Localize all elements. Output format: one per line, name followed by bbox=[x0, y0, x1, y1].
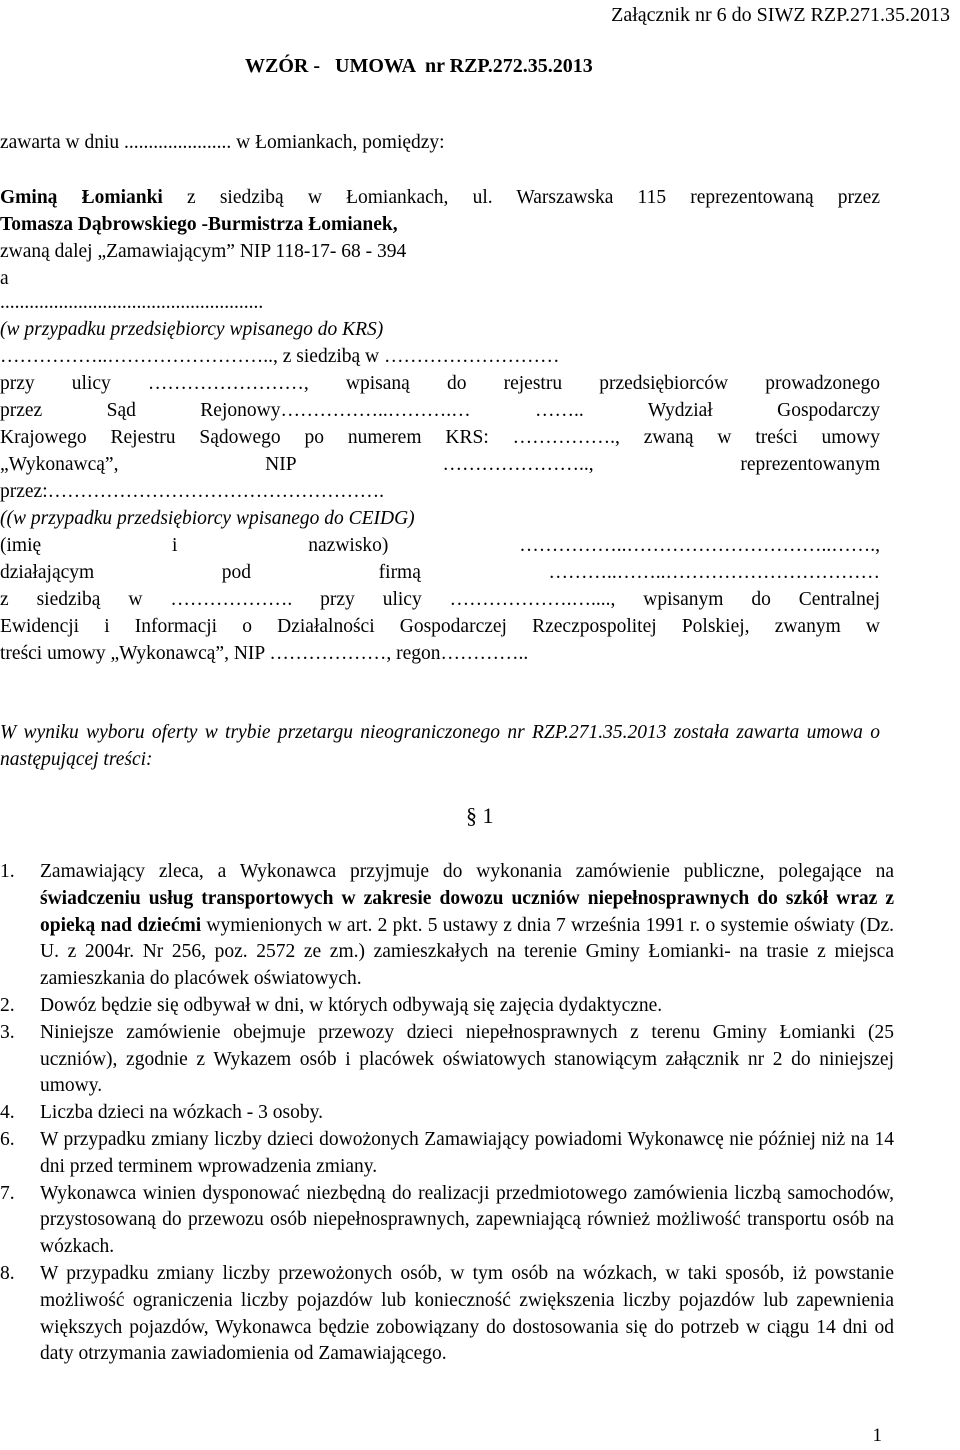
item-bold-text: świadczeniu usług transportowych w zakresie dowozu uczniów niepełnosprawnych do szkół wraz z opieką nad dziećmi bbox=[40, 887, 894, 936]
list-item bbox=[0, 1100, 894, 1127]
item-number: 4. bbox=[0, 1102, 15, 1124]
krs-line-4: Krajowego Rejestru Sądowego po numerem KRS: ……………., zwaną w treści umowy bbox=[0, 427, 880, 448]
krs-line-2: przy ulicy ……………………, wpisaną do rejestru przedsiębiorców prowadzonego bbox=[0, 373, 880, 394]
list-item bbox=[0, 859, 894, 993]
item-number: 6. bbox=[0, 1128, 15, 1150]
krs-line-1: ……………..…………………….., z siedzibą w ……………………… bbox=[0, 346, 560, 367]
list-item bbox=[0, 993, 894, 1020]
result-paragraph: W wyniku wyboru oferty w trybie przetargu nieograniczonego nr RZP.271.35.2013 została zawarta umowa o następującej treści: bbox=[0, 722, 880, 770]
item-text: W przypadku zmiany liczby przewożonych osób, w tym osób na wózkach, w taki sposób, iż powstanie możliwość ograniczenia liczby pojazdów lub konieczność zwiększenia liczby pojazdów lub zapewnienia większych pojazdów, Wykonawca będzie zobowiązany do dostosowania się do potrzeb w ciągu 14 dni od daty otrzymania zawiadomienia od Zamawiającego. bbox=[40, 1262, 894, 1365]
item-number: 3. bbox=[0, 1021, 15, 1043]
ceidg-line-1: (imię i nazwisko) ……………..…………………………..……., bbox=[0, 535, 880, 556]
mayor-line: Tomasza Dąbrowskiego -Burmistrza Łomianek, bbox=[0, 214, 398, 235]
list-item bbox=[0, 1020, 894, 1100]
ceidg-line-3: z siedzibą w ………………. przy ulicy ……………….…...., wpisanym do Centralnej bbox=[0, 589, 880, 610]
intro-line: zawarta w dniu ...................... w Łomiankach, pomiędzy: bbox=[0, 132, 445, 153]
item-text: Zamawiający zleca, a Wykonawca przyjmuje do wykonania zamówienie publiczne, polegające na świadczeniu usług transportowych w zakresie dowozu uczniów niepełnosprawnych do szkół wraz z opieką nad dziećmi wymienionych w art. 2 pkt. 5 ustawy z dnia 7 września 1991 r. o systemie oświaty (Dz. U. z 2004r. Nr 256, poz. 2572 ze zm.) zamieszkałych na terenie Gminy Łomianki- na trasie z miejsca zamieszkania do placówek oświatowych. bbox=[40, 861, 895, 990]
ceidg-line-5: treści umowy „Wykonawcą”, NIP ………………, regon………….. bbox=[0, 643, 529, 664]
item-number: 2. bbox=[0, 994, 15, 1016]
contract-title: WZÓR - UMOWA nr RZP.272.35.2013 bbox=[245, 55, 593, 77]
krs-line-6: przez:……………………………………………. bbox=[0, 481, 385, 502]
list-item bbox=[0, 1181, 894, 1261]
ceidg-line-4: Ewidencji i Informacji o Działalności Gospodarczej Rzeczpospolitej Polskiej, zwanym w bbox=[0, 616, 880, 637]
item-number: 8. bbox=[0, 1262, 15, 1284]
ceidg-note: ((w przypadku przedsiębiorcy wpisanego do CEIDG) bbox=[0, 508, 415, 529]
item-number: 1. bbox=[0, 861, 15, 882]
krs-note: (w przypadku przedsiębiorcy wpisanego do KRS) bbox=[0, 319, 384, 340]
zamawiajacy-line: zwaną dalej „Zamawiającym” NIP 118-17- 68 - 394 bbox=[0, 241, 407, 262]
item-number: 7. bbox=[0, 1182, 15, 1204]
item-text: Wykonawca winien dysponować niezbędną do realizacji przedmiotowego zamówienia liczbą samochodów, przystosowaną do przewozu osób niepełnosprawnych, zapewniającą również możliwość transportu osób na wózkach. bbox=[40, 1182, 894, 1258]
a-line: a bbox=[0, 268, 9, 289]
contract-items bbox=[0, 859, 894, 1368]
ceidg-line-2: działającym pod firmą ………..……..…………………………… bbox=[0, 562, 880, 583]
list-item bbox=[0, 1261, 894, 1368]
gmina-address: z siedzibą w Łomiankach, ul. Warszawska 115 reprezentowaną przez bbox=[162, 187, 880, 208]
gmina-line bbox=[0, 185, 880, 212]
dots-line: ...................................................... bbox=[0, 292, 264, 313]
item-text: Niniejsze zamówienie obejmuje przewozy dzieci niepełnosprawnych z terenu Gminy Łomianki (25 uczniów), zgodnie z Wykazem osób i placówek oświatowych stanowiącym załącznik nr 2 do niniejszej umowy. bbox=[40, 1021, 894, 1097]
krs-line-3: przez Sąd Rejonowy……………..……….… …….. Wydział Gospodarczy bbox=[0, 400, 880, 421]
annex-header: Załącznik nr 6 do SIWZ RZP.271.35.2013 bbox=[611, 4, 950, 26]
page-number: 1 bbox=[872, 1425, 882, 1446]
item-text: Dowóz będzie się odbywał w dni, w których odbywają się zajęcia dydaktyczne. bbox=[40, 994, 663, 1016]
gmina-name: Gminą Łomianki bbox=[0, 187, 163, 208]
section-heading: § 1 bbox=[466, 803, 494, 828]
list-item bbox=[0, 1127, 894, 1181]
item-text: Liczba dzieci na wózkach - 3 osoby. bbox=[40, 1102, 323, 1124]
krs-line-5: „Wykonawcą”, NIP ………………….., reprezentowanym bbox=[0, 454, 880, 475]
item-text: W przypadku zmiany liczby dzieci dowożonych Zamawiający powiadomi Wykonawcę nie później niż na 14 dni przed terminem wprowadzenia zmiany. bbox=[40, 1128, 894, 1177]
